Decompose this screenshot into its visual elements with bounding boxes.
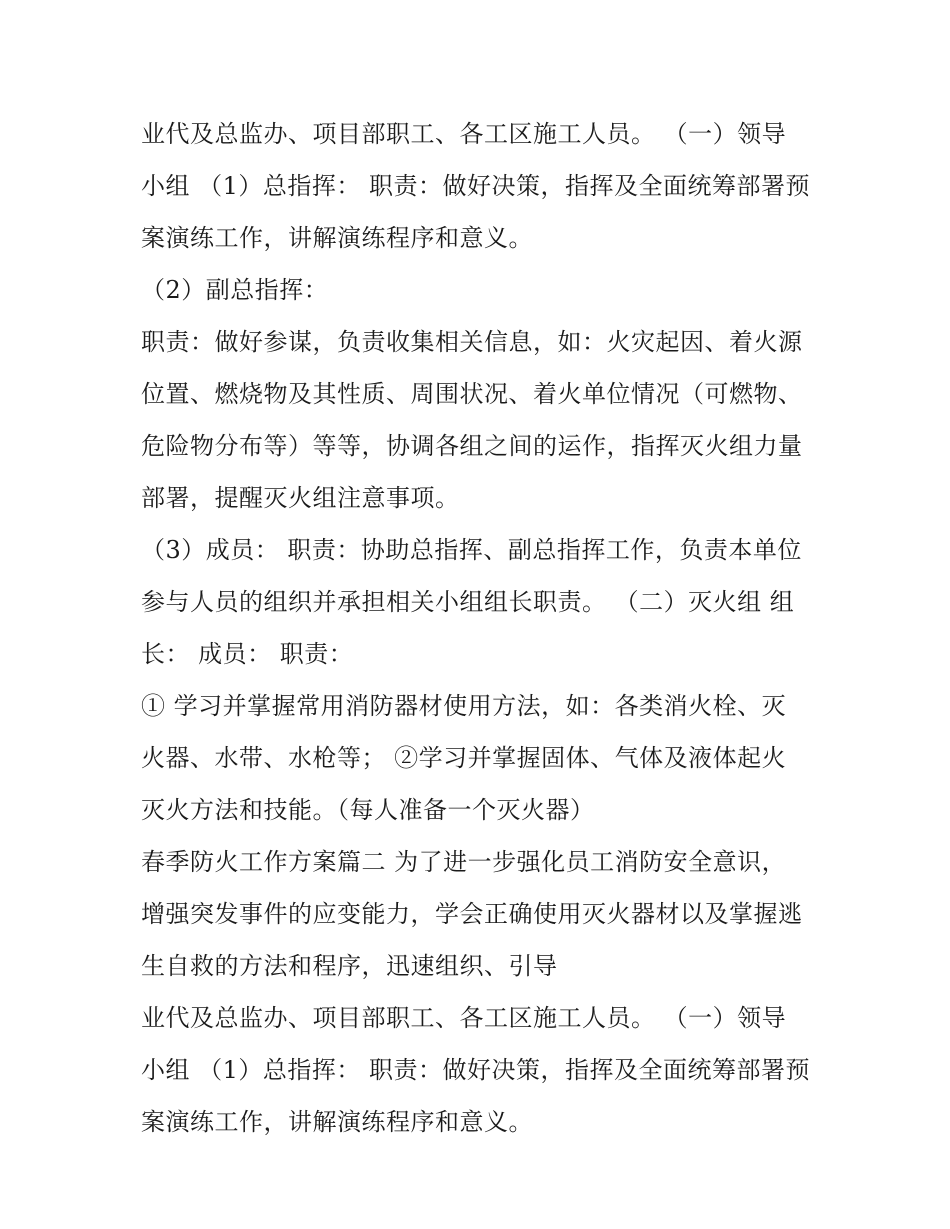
text-line: 增强突发事件的应变能力，学会正确使用灭火器材以及掌握逃: [141, 900, 803, 928]
text-line: 位置、燃烧物及其性质、周围状况、着火单位情况（可燃物、: [141, 380, 803, 408]
text-line: 长： 成员： 职责：: [141, 640, 354, 668]
text-line: （3）成员： 职责：协助总指挥、副总指挥工作，负责本单位: [141, 536, 802, 564]
text-line: 部署，提醒灭火组注意事项。: [141, 484, 460, 512]
text-line: 小组 （1）总指挥： 职责：做好决策，指挥及全面统筹部署预: [141, 172, 811, 200]
text-line: 小组 （1）总指挥： 职责：做好决策，指挥及全面统筹部署预: [141, 1056, 811, 1084]
text-line: 火器、水带、水枪等； ②学习并掌握固体、气体及液体起火: [141, 744, 787, 772]
text-line: 案演练工作，讲解演练程序和意义。: [141, 224, 533, 252]
document-body: [141, 108, 821, 1148]
text-line: ① 学习并掌握常用消防器材使用方法，如：各类消火栓、灭: [141, 692, 787, 720]
text-line: 灭火方法和技能。（每人准备一个灭火器）: [141, 796, 595, 824]
text-line: 生自救的方法和程序，迅速组织、引导: [141, 952, 558, 980]
text-line: 危险物分布等）等等，协调各组之间的运作，指挥灭火组力量: [141, 432, 803, 460]
text-line: 业代及总监办、项目部职工、各工区施工人员。 （一）领导: [141, 1004, 787, 1032]
text-line: 职责：做好参谋，负责收集相关信息，如：火灾起因、着火源: [141, 328, 803, 356]
text-line: 参与人员的组织并承担相关小组组长职责。 （二）灭火组 组: [141, 588, 795, 616]
text-line: （2）副总指挥：: [141, 276, 329, 304]
text-line: 春季防火工作方案篇二 为了进一步强化员工消防安全意识，: [141, 848, 787, 876]
text-line: 案演练工作，讲解演练程序和意义。: [141, 1108, 533, 1136]
text-line: 业代及总监办、项目部职工、各工区施工人员。 （一）领导: [141, 120, 787, 148]
